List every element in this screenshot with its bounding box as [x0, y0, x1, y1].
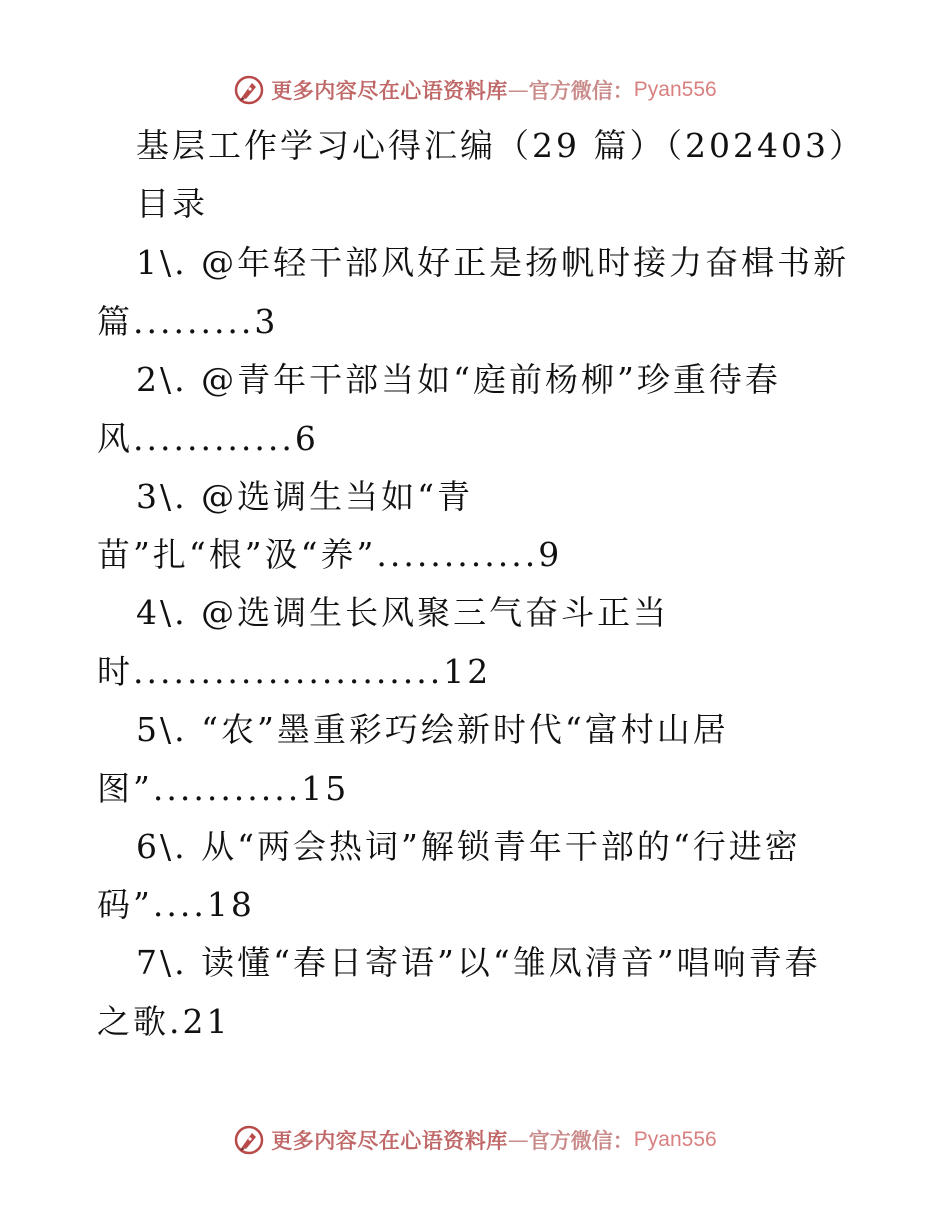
toc-entry-2-line2[interactable]: 风............6: [97, 419, 319, 458]
toc-entry-6-line2[interactable]: 码”....18: [97, 885, 255, 924]
site-name: 更多内容尽在心语资料库: [271, 1129, 508, 1153]
footer-banner: [0, 1120, 950, 1160]
toc-entry-1-line1[interactable]: 1\. @年轻干部风好正是扬帆时接力奋楫书新: [136, 243, 850, 282]
toc-entry-5-line1[interactable]: 5\. “农”墨重彩巧绘新时代“富村山居: [136, 710, 729, 749]
banner-dash: —: [507, 78, 529, 102]
pen-nib-logo-icon: [233, 1124, 265, 1156]
document-title: 基层工作学习心得汇编（29 篇）（202403）: [136, 126, 865, 165]
toc-entry-7-line1[interactable]: 7\. 读懂“春日寄语”以“雏凤清音”唱响青春: [136, 943, 821, 982]
pen-nib-logo-icon: [233, 74, 265, 106]
toc-entry-3-line1[interactable]: 3\. @选调生当如“青: [136, 477, 473, 516]
banner-dash: —: [507, 1128, 529, 1152]
toc-entry-4-line2[interactable]: 时.......................12: [97, 652, 492, 691]
toc-entry-5-line2[interactable]: 图”...........15: [97, 769, 350, 808]
official-wechat-label: 官方微信：: [528, 1129, 634, 1153]
toc-entry-3-line2[interactable]: 苗”扎“根”汲“养”............9: [97, 535, 563, 574]
official-wechat-label: 官方微信：: [528, 79, 634, 103]
wechat-handle: Pyan556: [633, 1128, 717, 1151]
toc-heading: 目录: [136, 184, 208, 223]
site-name: 更多内容尽在心语资料库: [271, 79, 508, 103]
header-banner: [0, 70, 950, 110]
toc-entry-2-line1[interactable]: 2\. @青年干部当如“庭前杨柳”珍重待春: [136, 360, 781, 399]
toc-entry-6-line1[interactable]: 6\. 从“两会热词”解锁青年干部的“行进密: [136, 827, 801, 866]
toc-entry-1-line2[interactable]: 篇.........3: [97, 302, 279, 341]
toc-entry-4-line1[interactable]: 4\. @选调生长风聚三气奋斗正当: [136, 593, 670, 632]
toc-entry-7-line2[interactable]: 之歌.21: [97, 1002, 231, 1041]
wechat-handle: Pyan556: [633, 78, 717, 101]
